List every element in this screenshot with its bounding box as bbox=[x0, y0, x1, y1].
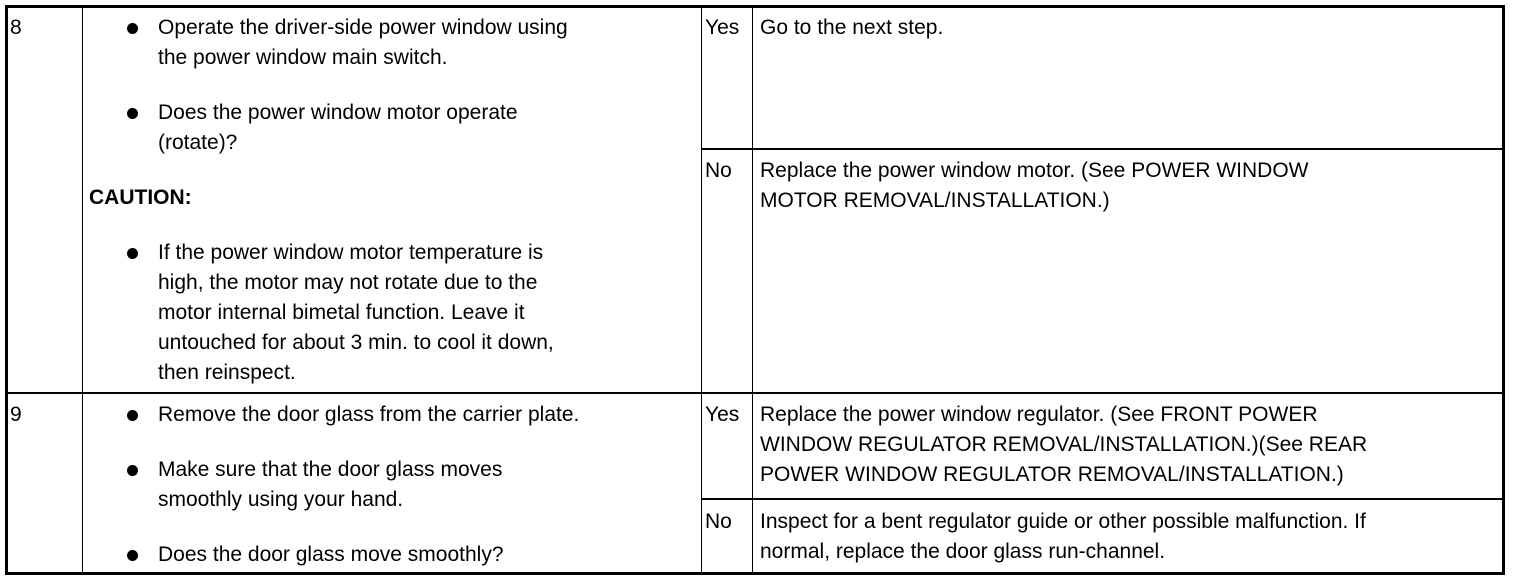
result-answer: Yes bbox=[705, 16, 740, 39]
bullet-icon bbox=[127, 550, 138, 561]
list-item-text: Operate the driver-side power window using bbox=[158, 16, 568, 39]
action-line: normal, replace the door glass run-channel. bbox=[760, 540, 1166, 563]
result-action bbox=[760, 507, 1366, 567]
action-line: Go to the next step. bbox=[760, 16, 944, 39]
list-item bbox=[82, 238, 554, 388]
column-divider-action bbox=[752, 8, 753, 575]
list-item bbox=[82, 455, 502, 515]
list-item bbox=[82, 98, 518, 158]
list-item bbox=[82, 540, 504, 570]
list-item-text: smoothly using your hand. bbox=[158, 488, 404, 511]
list-item-text: Does the door glass move smoothly? bbox=[158, 543, 504, 566]
step-number: 8 bbox=[10, 16, 22, 39]
action-line: WINDOW REGULATOR REMOVAL/INSTALLATION.)(See REAR bbox=[760, 433, 1368, 456]
list-item-text: then reinspect. bbox=[158, 361, 296, 384]
result-divider bbox=[701, 148, 1505, 150]
bullet-icon bbox=[127, 108, 138, 119]
list-item bbox=[82, 400, 579, 430]
list-item-text: Does the power window motor operate bbox=[158, 101, 518, 124]
list-item-text: If the power window motor temperature is bbox=[158, 241, 544, 264]
action-line: MOTOR REMOVAL/INSTALLATION.) bbox=[760, 189, 1110, 212]
bullet-icon bbox=[127, 465, 138, 476]
list-item-text: high, the motor may not rotate due to the bbox=[158, 271, 538, 294]
list-item-text: Make sure that the door glass moves bbox=[158, 458, 503, 481]
result-answer: No bbox=[705, 159, 732, 182]
result-action bbox=[760, 400, 1367, 490]
bullet-icon bbox=[127, 23, 138, 34]
list-item-text: untouched for about 3 min. to cool it down, bbox=[158, 331, 554, 354]
bullet-icon bbox=[127, 410, 138, 421]
result-divider bbox=[701, 498, 1505, 500]
bullet-icon bbox=[127, 248, 138, 259]
list-item bbox=[82, 13, 568, 73]
list-item-text: Remove the door glass from the carrier plate. bbox=[158, 403, 580, 426]
result-answer: Yes bbox=[705, 403, 740, 426]
list-item-text: (rotate)? bbox=[158, 131, 238, 154]
result-answer: No bbox=[705, 510, 732, 533]
row-divider bbox=[5, 392, 1505, 394]
column-divider-result bbox=[701, 8, 702, 575]
list-item-text: the power window main switch. bbox=[158, 46, 448, 69]
action-line: Replace the power window regulator. (See FRONT POWER bbox=[760, 403, 1318, 426]
action-line: POWER WINDOW REGULATOR REMOVAL/INSTALLATION.) bbox=[760, 463, 1344, 486]
action-line: Inspect for a bent regulator guide or other possible malfunction. If bbox=[760, 510, 1366, 533]
step-number: 9 bbox=[10, 403, 22, 426]
result-action bbox=[760, 156, 1309, 216]
caution-label: CAUTION: bbox=[89, 186, 192, 209]
action-line: Replace the power window motor. (See POWER WINDOW bbox=[760, 159, 1309, 182]
list-item-text: motor internal bimetal function. Leave it bbox=[158, 301, 525, 324]
result-action bbox=[760, 13, 943, 43]
